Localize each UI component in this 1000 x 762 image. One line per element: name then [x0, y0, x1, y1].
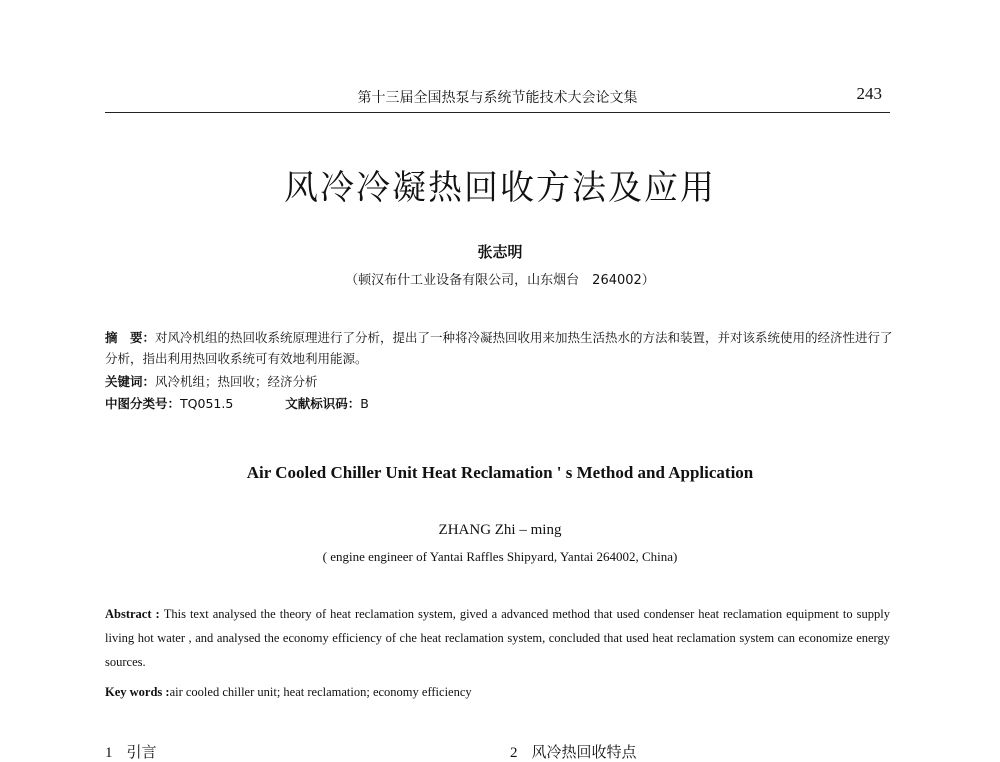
section-number: 1: [105, 745, 113, 761]
doc-code-value: B: [360, 396, 369, 411]
running-header: [105, 82, 890, 113]
paper-title-en: Air Cooled Chiller Unit Heat Reclamation ' s Method and Application: [246, 463, 754, 482]
section-heading-2: [510, 741, 637, 762]
affiliation-cn: （顿汉布什工业设备有限公司，山东烟台 264002）: [345, 273, 655, 288]
affiliation-en: ( engine engineer of Yantai Raffles Shipyard, Yantai 264002, China): [322, 549, 678, 564]
abstract-en-label: Abstract :: [105, 607, 160, 621]
abstract-cn-text: 对风冷机组的热回收系统原理进行了分析，提出了一种将冷凝热回收用来加热生活热水的方法和装置，并对该系统使用的经济性进行了分析，指出利用热回收系统可有效地利用能源。: [105, 330, 893, 366]
keywords-en: [105, 680, 890, 704]
clc-label: 中图分类号：: [105, 396, 181, 411]
journal-title: 第十三届全国热泵与系统节能技术大会论文集: [357, 90, 638, 106]
section-number: 2: [510, 745, 518, 761]
abstract-cn-label: 摘 要：: [105, 330, 156, 345]
section-heading-1: [105, 741, 157, 762]
clc-value: TQ051.5: [180, 396, 234, 411]
abstract-cn: [105, 327, 895, 369]
author-name-en: ZHANG Zhi – ming: [438, 522, 562, 538]
abstract-en-text: This text analysed the theory of heat reclamation system, gived a advanced method that used condenser heat reclamation equipment to supply living hot water , and analysed the economy efficiency of che heat reclamation system, concluded that used heat reclamation system can economize energy sources.: [105, 607, 890, 669]
section-title: 风冷热回收特点: [531, 743, 637, 761]
doc-code-label: 文献标识码：: [285, 396, 361, 411]
keywords-en-text: air cooled chiller unit; heat reclamation; economy efficiency: [169, 685, 472, 699]
keywords-cn-label: 关键词：: [105, 374, 156, 389]
abstract-en: [105, 602, 890, 674]
author-name-cn: 张志明: [477, 243, 523, 261]
keywords-cn-text: 风冷机组；热回收；经济分析: [155, 374, 318, 389]
section-title: 引言: [126, 743, 157, 761]
page-number: 243: [856, 84, 882, 103]
classification-line: [105, 393, 895, 414]
paper-title-cn: 风冷冷凝热回收方法及应用: [284, 168, 716, 208]
keywords-cn: [105, 371, 895, 392]
keywords-en-label: Key words :: [105, 685, 170, 699]
